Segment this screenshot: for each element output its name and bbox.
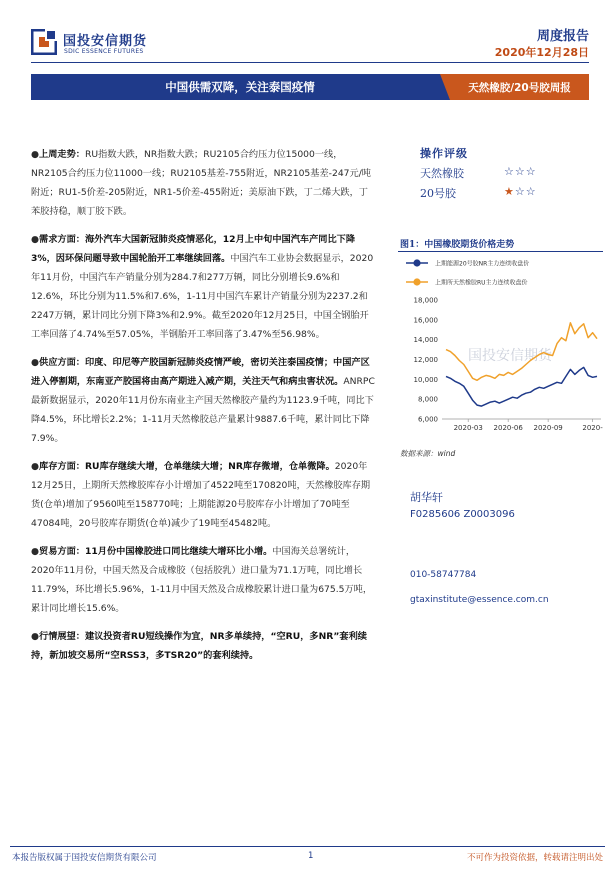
logo-english-name: SDIC ESSENCE FUTURES <box>64 48 144 55</box>
report-title: 中国供需双降，关注泰国疫情 <box>165 80 315 94</box>
y-tick-label: 8,000 <box>417 395 438 404</box>
y-tick-label: 16,000 <box>413 316 438 325</box>
logo-mark-icon <box>31 29 57 55</box>
report-tag <box>450 74 589 100</box>
star-empty-icon: ☆☆ <box>514 185 537 198</box>
star-empty-icon: ☆☆☆ <box>504 165 537 178</box>
rating-label: 天然橡胶 <box>420 167 464 180</box>
section-heading: 需求方面：海外汽车大国新冠肺炎疫情恶化，12月上中旬中国汽车产同比下降3%，因环保问题导致中国轮胎开工率继续回落。 <box>31 234 356 264</box>
analyst-name: 胡华轩 <box>410 491 443 504</box>
contact-phone: 010-58747784 <box>410 570 477 580</box>
legend-label: 上期所天然橡胶RU主力连续收盘价 <box>435 279 528 287</box>
y-tick-label: 6,000 <box>417 415 438 424</box>
star-filled-icon: ★ <box>504 185 515 198</box>
section-heading: 上周走势： <box>39 149 85 160</box>
rating-title: 操作评级 <box>420 147 468 160</box>
bullet: ● <box>31 461 40 472</box>
section-trade <box>31 542 375 618</box>
report-date: 2020年12月28日 <box>494 46 589 59</box>
page-number: 1 <box>308 851 314 861</box>
data-source: 数据来源：wind <box>400 449 456 458</box>
price-line-chart <box>398 252 605 434</box>
logo-chinese-name: 国投安信期货 <box>63 34 148 49</box>
rating-stars <box>504 185 537 198</box>
legend-swatch-marker <box>413 278 420 285</box>
section-inventory <box>31 457 375 533</box>
section-body: 2020年12月25日，上期所天然橡胶库存小计增加了4522吨至170820吨，天然橡胶库存期货(仓单)增加了9560吨至158770吨；上期能源20号胶库存小计增加了70吨至47084吨，20号胶库存期货(仓单)减少了19吨至45482吨。 <box>31 461 371 529</box>
legend-label: 上期能源20号胶NR主力连续收盘价 <box>435 260 530 268</box>
footer-disclaimer: 不可作为投资依据，转载请注明出处 <box>466 853 603 863</box>
section-heading: 库存方面：RU库存继续大增，仓单继续大增；NR库存微增，仓单微降。 <box>39 461 335 472</box>
bullet: ● <box>31 357 40 368</box>
footer-copyright: 本报告版权属于国投安信期货有限公司 <box>12 853 157 863</box>
section-demand <box>31 230 375 344</box>
section-supply <box>31 353 375 448</box>
x-tick-label: 2020-03 <box>453 424 483 432</box>
x-tick-label: 2020- <box>582 424 603 432</box>
section-body: ANRPC最新数据显示，2020年11月份东南业主产国天然橡胶产量约为1123.9千吨，同比下降4.5%，环比增长2.2%；1-11月天然橡胶总产量累计9887.6千吨，累计同比下降7.9%。 <box>31 376 375 444</box>
rating-stars <box>504 165 537 178</box>
section-heading: 贸易方面：11月份中国橡胶进口同比继续大增环比小增。 <box>39 546 273 557</box>
header-divider <box>31 62 589 63</box>
report-type: 周度报告 <box>536 29 589 44</box>
x-tick-label: 2020-09 <box>533 424 563 432</box>
section-outlook <box>31 627 375 665</box>
x-tick-label: 2020-06 <box>493 424 523 432</box>
y-tick-label: 10,000 <box>413 375 438 384</box>
section-weekly-trend <box>31 145 375 221</box>
bullet: ● <box>31 546 40 557</box>
y-tick-label: 12,000 <box>413 356 438 364</box>
figure-title: 图1：中国橡胶期货价格走势 <box>400 240 515 250</box>
footer-divider <box>10 846 605 847</box>
company-logo <box>31 27 191 57</box>
contact-email[interactable]: gtaxinstitute@essence.com.cn <box>410 595 549 605</box>
report-tag-label: 天然橡胶/20号胶周报 <box>468 82 571 94</box>
section-body: 中国海关总署统计，2020年11月份，中国天然及合成橡胶（包括胶乳）进口量为71.1万吨，同比增长11.79%，环比增长5.96%，1-11月中国天然及合成橡胶累计进口量为675.5万吨，累计同比增长15.6%。 <box>31 546 373 614</box>
analyst-license-id: F0285606 Z0003096 <box>410 509 515 520</box>
legend-swatch-marker <box>413 259 420 266</box>
rating-row-natural-rubber <box>420 165 537 181</box>
bullet: ● <box>31 631 40 642</box>
y-tick-label: 18,000 <box>413 296 438 305</box>
section-heading: 行情展望：建议投资者RU短线操作为宜，NR多单续持，“空RU，多NR”套利续持，新加坡交易所“空RSS3，多TSR20”的套利续持。 <box>31 631 367 661</box>
y-tick-label: 14,000 <box>413 336 438 345</box>
section-body: 中国汽车工业协会数据显示，2020年11月份，中国汽车产销量分别为284.7和277万辆，同比分别增长9.6%和12.6%，环比分别为11.5%和7.6%，1-11月中国汽车累计产销量分别为2237.2和2247万辆，累计同比分别下降3%和2.9%。截至2020年12月25日，中国全钢胎开工率回落了4.74%至57.05%，半钢胎开工率回落了3.47%至56.98%。 <box>31 253 374 340</box>
summary-column <box>31 145 375 674</box>
chart-watermark: 国投安信期货 <box>468 348 552 364</box>
section-body: RU指数大跌，NR指数大跌；RU2105合约压力位15000一线，NR2105合约压力位11000一线；RU2105基差-755附近，NR2105基差-247元/吨附近；RU1-5价差-205附近，NR1-5价差-455附近；美原油下跌，丁二烯大跌，丁苯胶持稳，顺丁胶下跌。 <box>31 149 371 217</box>
bullet: ● <box>31 149 40 160</box>
title-bar <box>31 74 589 100</box>
rating-label: 20号胶 <box>420 187 456 200</box>
bullet: ● <box>31 234 40 245</box>
section-heading: 供应方面：印度、印尼等产胶国新冠肺炎疫情严峻，密切关注泰国疫情；中国产区进入停割期，东南亚产胶国将由高产期进入减产期，关注天气和病虫害状况。 <box>31 357 370 387</box>
rating-row-tsr20 <box>420 185 537 201</box>
